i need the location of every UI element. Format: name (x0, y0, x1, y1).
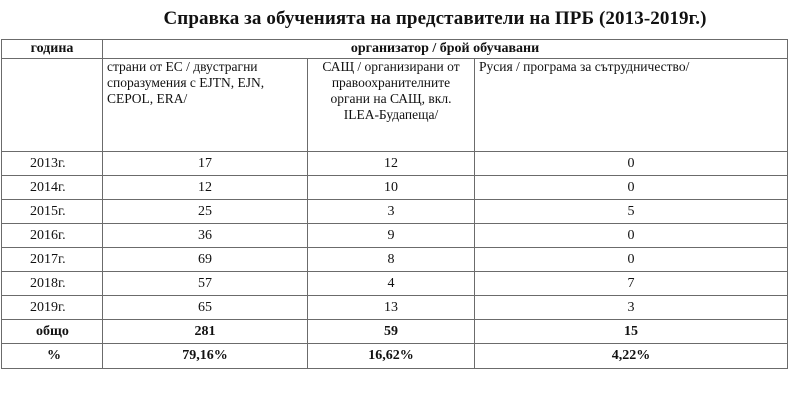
year-cell: 2016г. (2, 224, 103, 248)
total-russia: 15 (475, 320, 788, 344)
eu-cell: 65 (103, 296, 308, 320)
table-row (2, 248, 788, 272)
usa-cell: 4 (308, 272, 475, 296)
eu-cell: 12 (103, 176, 308, 200)
percent-row (2, 344, 788, 369)
total-eu: 281 (103, 320, 308, 344)
percent-russia: 4,22% (475, 344, 788, 369)
usa-cell: 8 (308, 248, 475, 272)
year-cell: 2013г. (2, 152, 103, 176)
russia-cell: 0 (475, 176, 788, 200)
total-usa: 59 (308, 320, 475, 344)
percent-usa: 16,62% (308, 344, 475, 369)
page-title: Справка за обученията на представители на ПРБ (2013-2019г.) (163, 8, 707, 29)
table-row (2, 272, 788, 296)
table-row (2, 296, 788, 320)
russia-cell: 7 (475, 272, 788, 296)
header-year: година (2, 40, 103, 59)
russia-cell: 0 (475, 152, 788, 176)
header-row (2, 40, 788, 59)
subheader-usa: САЩ / организирани от правоохранителните органи на САЩ, вкл. ILEA-Будапеща/ (308, 59, 475, 152)
eu-cell: 25 (103, 200, 308, 224)
usa-cell: 9 (308, 224, 475, 248)
usa-cell: 12 (308, 152, 475, 176)
percent-eu: 79,16% (103, 344, 308, 369)
table-row (2, 152, 788, 176)
subheader-empty (2, 59, 103, 152)
eu-cell: 36 (103, 224, 308, 248)
russia-cell: 3 (475, 296, 788, 320)
eu-cell: 57 (103, 272, 308, 296)
subheader-eu: страни от ЕС / двустрагни споразумения с EJTN, EJN, CEPOL, ERA/ (103, 59, 308, 152)
table-row (2, 224, 788, 248)
usa-cell: 10 (308, 176, 475, 200)
year-cell: 2014г. (2, 176, 103, 200)
russia-cell: 5 (475, 200, 788, 224)
total-label: общо (2, 320, 103, 344)
year-cell: 2015г. (2, 200, 103, 224)
russia-cell: 0 (475, 248, 788, 272)
russia-cell: 0 (475, 224, 788, 248)
eu-cell: 69 (103, 248, 308, 272)
total-row (2, 320, 788, 344)
table-row (2, 200, 788, 224)
year-cell: 2017г. (2, 248, 103, 272)
year-cell: 2018г. (2, 272, 103, 296)
subheader-russia: Русия / програма за сътрудничество/ (475, 59, 788, 152)
training-table (1, 39, 788, 369)
percent-label: % (2, 344, 103, 369)
table-row (2, 176, 788, 200)
year-cell: 2019г. (2, 296, 103, 320)
usa-cell: 13 (308, 296, 475, 320)
header-organizer: организатор / брой обучавани (103, 40, 788, 59)
subheader-row (2, 59, 788, 152)
usa-cell: 3 (308, 200, 475, 224)
eu-cell: 17 (103, 152, 308, 176)
